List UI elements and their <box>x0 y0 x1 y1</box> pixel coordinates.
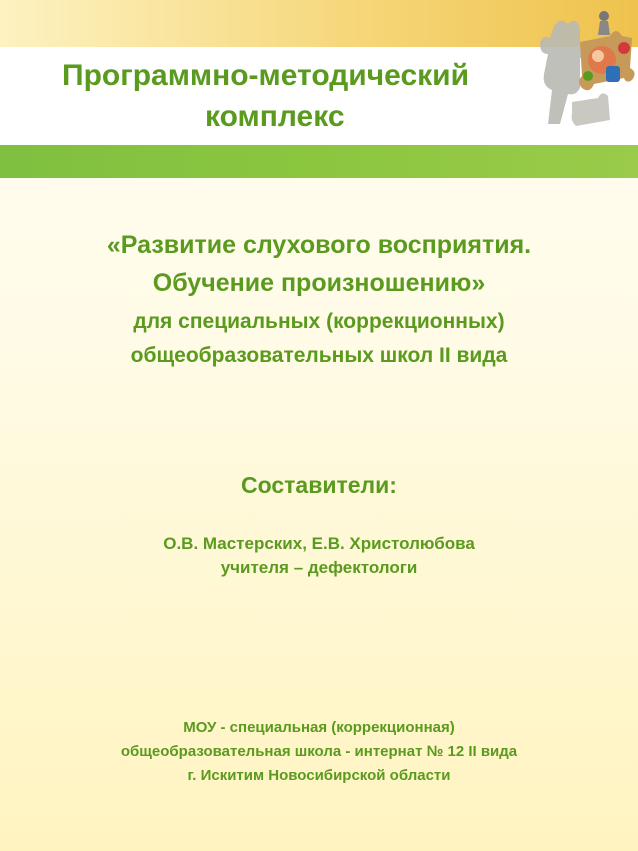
page-title <box>0 56 638 137</box>
school-line-2: общеобразовательная школа - интернат № 12 II вида <box>120 743 518 760</box>
school-line-3: г. Искитим Новосибирской области <box>187 767 451 784</box>
title-line-2: комплекс <box>205 99 345 133</box>
program-name-line-1: «Развитие слухового восприятия. <box>106 231 532 259</box>
green-divider-bar <box>0 145 638 178</box>
authors-names: О.В. Мастерских, Е.В. Христолюбова <box>163 534 475 553</box>
title-line-1: Программно-методический <box>62 59 470 92</box>
authors-section <box>0 470 638 580</box>
audience-line-2: общеобразовательных школ II вида <box>130 344 508 367</box>
school-info <box>20 716 618 788</box>
authors-heading: Составители: <box>241 472 397 498</box>
program-description <box>20 226 618 373</box>
program-name-line-2: Обучение произношению» <box>152 269 486 297</box>
audience-line-1: для специальных (коррекционных) <box>133 310 505 333</box>
school-line-1: МОУ - специальная (коррекционная) <box>183 719 455 736</box>
authors-role: учителя – дефектологи <box>220 558 418 577</box>
